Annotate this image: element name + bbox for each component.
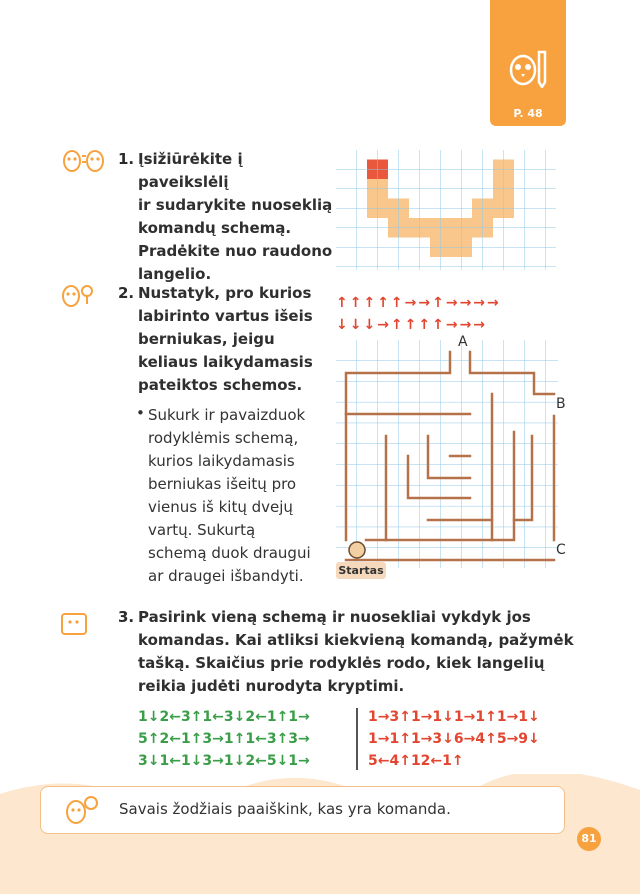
bullet-line: berniukas išeitų pro bbox=[148, 475, 297, 493]
task2-line: pateiktos schemos. bbox=[138, 376, 303, 394]
bullet-line: vienus iš kitų dvejų bbox=[148, 498, 293, 516]
maze bbox=[336, 340, 558, 568]
scheme-arrows-row2: ↓↓↓→↑↑↑↑→→→ bbox=[336, 317, 488, 333]
bullet-dot: • bbox=[136, 404, 145, 422]
scheme-divider bbox=[356, 708, 358, 770]
task3-line: reikia judėti nurodyta kryptimi. bbox=[138, 677, 405, 695]
owl-speech-icon bbox=[63, 795, 99, 825]
task1-text bbox=[138, 148, 338, 286]
task1-line: langelio. bbox=[138, 265, 212, 283]
task3-line: tašką. Skaičius prie rodyklės rodo, kiek langelių bbox=[138, 654, 545, 672]
gate-b-label: B bbox=[556, 396, 566, 412]
bullet-line: Sukurk ir pavaizduok bbox=[148, 406, 306, 424]
task1-line: Pradėkite nuo raudono bbox=[138, 242, 333, 260]
pixel-grid bbox=[336, 150, 556, 270]
owl-pen-icon bbox=[60, 610, 90, 636]
green-scheme-row: 1↓2←3↑1←3↓2←1↑1→ bbox=[138, 709, 310, 725]
task1-line: Įsižiūrėkite į paveikslėlį bbox=[138, 150, 243, 191]
task2-line: berniukas, jeigu bbox=[138, 330, 275, 348]
task2-text bbox=[138, 282, 328, 397]
task3-line: komandas. Kai atliksi kiekvieną komandą, pažymėk bbox=[138, 631, 574, 649]
bullet-line: schemą duok draugui bbox=[148, 544, 311, 562]
task1-line: ir sudarykite nuoseklią bbox=[138, 196, 333, 214]
task2-line: labirinto vartus išeis bbox=[138, 307, 313, 325]
page-number: 81 bbox=[577, 827, 601, 851]
green-scheme-row: 5↑2←1↑3→1↑1←3↑3→ bbox=[138, 731, 310, 747]
owl-think-icon bbox=[60, 282, 94, 308]
owl-pencil-icon bbox=[506, 46, 550, 88]
start-label: Startas bbox=[336, 562, 386, 579]
bullet-line: vartų. Sukurtą bbox=[148, 521, 256, 539]
green-scheme bbox=[138, 706, 310, 772]
red-scheme-row: 1→3↑1→1↓1→1↑1→1↓ bbox=[368, 709, 540, 725]
red-scheme-row: 5←4↑12←1↑ bbox=[368, 753, 464, 769]
gate-a-label: A bbox=[458, 334, 468, 350]
task3-text bbox=[138, 606, 578, 698]
page-reference-tab bbox=[490, 0, 566, 126]
discussion-prompt: Savais žodžiais paaiškink, kas yra komanda. bbox=[119, 800, 451, 818]
pair-work-icon bbox=[60, 148, 108, 174]
task1-number: 1. bbox=[118, 150, 135, 168]
green-scheme-row: 3↓1←1↓3→1↓2←5↓1→ bbox=[138, 753, 310, 769]
red-scheme-row: 1→1↑1→3↓6→4↑5→9↓ bbox=[368, 731, 540, 747]
task3-number: 3. bbox=[118, 608, 135, 626]
task1-line: komandų schemą. bbox=[138, 219, 292, 237]
page-ref-label: P. 48 bbox=[513, 107, 543, 120]
gate-c-label: C bbox=[556, 542, 566, 558]
task2-number: 2. bbox=[118, 284, 135, 302]
task3-line: Pasirink vieną schemą ir nuosekliai vykdyk jos bbox=[138, 608, 531, 626]
bullet-line: kurios laikydamasis bbox=[148, 452, 295, 470]
task2-line: keliaus laikydamasis bbox=[138, 353, 313, 371]
task2-bullet bbox=[148, 404, 328, 588]
boy-icon bbox=[349, 542, 365, 558]
discussion-box bbox=[40, 786, 565, 834]
bullet-line: rodyklėmis schemą, bbox=[148, 429, 299, 447]
bullet-line: ar draugei išbandyti. bbox=[148, 567, 304, 585]
task2-line: Nustatyk, pro kurios bbox=[138, 284, 312, 302]
scheme-arrows-row1: ↑↑↑↑↑→→↑→→→→ bbox=[336, 295, 501, 311]
red-scheme bbox=[368, 706, 540, 772]
